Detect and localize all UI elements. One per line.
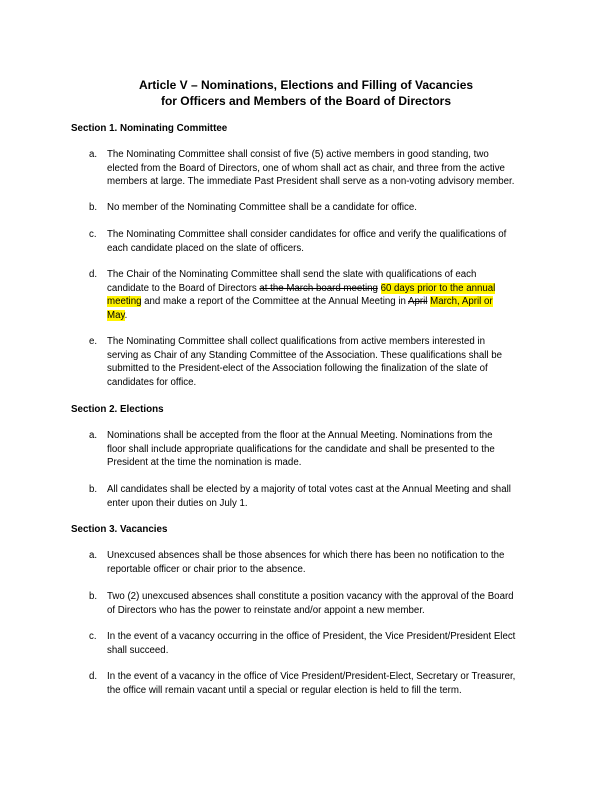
item-line: floor shall include appropriate qualifications for the candidate and shall be presented to the	[107, 443, 495, 455]
item-marker: c.	[89, 631, 97, 642]
item-text	[107, 268, 539, 322]
section-heading-elections: Section 2. Elections	[71, 404, 164, 415]
article-title-line-1: Article V – Nominations, Elections and Filling of Vacancies	[138, 78, 474, 92]
item-line: of Directors who has the power to reinstate and/or appoint a new member.	[107, 604, 425, 616]
item-marker: d.	[89, 671, 98, 682]
item-text	[107, 429, 539, 470]
item-text	[107, 670, 539, 697]
item-marker: b.	[89, 591, 98, 602]
item-text	[107, 201, 539, 215]
item-text	[107, 228, 539, 255]
item-marker: b.	[89, 484, 98, 495]
inserted-text-highlight: March, April or	[430, 296, 493, 308]
item-text	[107, 148, 539, 189]
item-marker: b.	[89, 202, 98, 213]
deleted-text: at the March board meeting	[259, 282, 378, 294]
article-title-line-2: for Officers and Members of the Board of Directors	[160, 94, 452, 108]
section-heading-nominating-committee: Section 1. Nominating Committee	[71, 123, 228, 134]
item-line: the office will remain vacant until a special or regular election is held to fill the term.	[107, 684, 462, 696]
item-line: elected from the Board of Directors, one of whom shall act as chair, and three from the active	[107, 162, 505, 174]
item-line: The Nominating Committee shall consist of five (5) active members in good standing, two	[107, 149, 489, 160]
item-line: Unexcused absences shall be those absences for which there has been no notification to the	[107, 550, 505, 561]
item-line: shall succeed.	[107, 644, 169, 656]
item-line: enter upon their duties on July 1.	[107, 497, 248, 509]
item-line-edited	[107, 309, 539, 323]
item-text	[107, 590, 539, 617]
section-heading-vacancies: Section 3. Vacancies	[71, 524, 168, 535]
item-line: Two (2) unexcused absences shall constitute a position vacancy with the approval of the Board	[107, 591, 514, 602]
text-run: .	[124, 309, 128, 321]
text-run: candidate to the Board of Directors	[107, 282, 260, 294]
item-line: President at the time the nomination is made.	[107, 457, 302, 469]
item-line: Nominations shall be accepted from the floor at the Annual Meeting. Nominations from the	[107, 430, 493, 441]
item-marker: e.	[89, 336, 98, 347]
item-line: reportable officer or chair prior to the absence.	[107, 563, 306, 575]
inserted-text-highlight: May	[107, 309, 125, 321]
item-line: submitted to the President-elect of the Association following the finalization of the slate of	[107, 363, 488, 375]
item-marker: d.	[89, 269, 98, 280]
item-marker: c.	[89, 229, 97, 240]
item-line: In the event of a vacancy occurring in the office of President, the Vice President/President Elect	[107, 631, 516, 642]
item-line: No member of the Nominating Committee shall be a candidate for office.	[107, 202, 417, 213]
item-line-edited	[107, 282, 539, 296]
item-line: each candidate placed on the slate of officers.	[107, 242, 304, 254]
item-line-edited	[107, 295, 539, 309]
item-text	[107, 549, 539, 576]
item-line: In the event of a vacancy in the office of Vice President/President-Elect, Secretary or Treasurer,	[107, 671, 516, 682]
item-line: The Chair of the Nominating Committee shall send the slate with qualifications of each	[107, 269, 477, 280]
deleted-text: April	[408, 296, 428, 308]
inserted-text-highlight: 60 days prior to the annual	[380, 282, 496, 294]
item-text	[107, 630, 539, 657]
text-run: and make a report of the Committee at the Annual Meeting in	[141, 296, 409, 308]
item-line: All candidates shall be elected by a majority of total votes cast at the Annual Meeting and shall	[107, 484, 511, 495]
item-marker: a.	[89, 149, 98, 160]
item-line: candidates for office.	[107, 376, 197, 388]
item-marker: a.	[89, 430, 98, 441]
item-line: The Nominating Committee shall collect qualifications from active members interested in	[107, 336, 485, 347]
item-line: The Nominating Committee shall consider candidates for office and verify the qualifications of	[107, 229, 507, 240]
item-text	[107, 483, 539, 510]
item-text	[107, 335, 539, 389]
item-marker: a.	[89, 550, 98, 561]
inserted-text-highlight: meeting	[107, 296, 142, 308]
item-line: serving as Chair of any Standing Committee of the Association. These qualifications shall be	[107, 349, 503, 361]
item-line: members at large. The immediate Past President shall serve as a non-voting advisory member.	[107, 176, 515, 188]
